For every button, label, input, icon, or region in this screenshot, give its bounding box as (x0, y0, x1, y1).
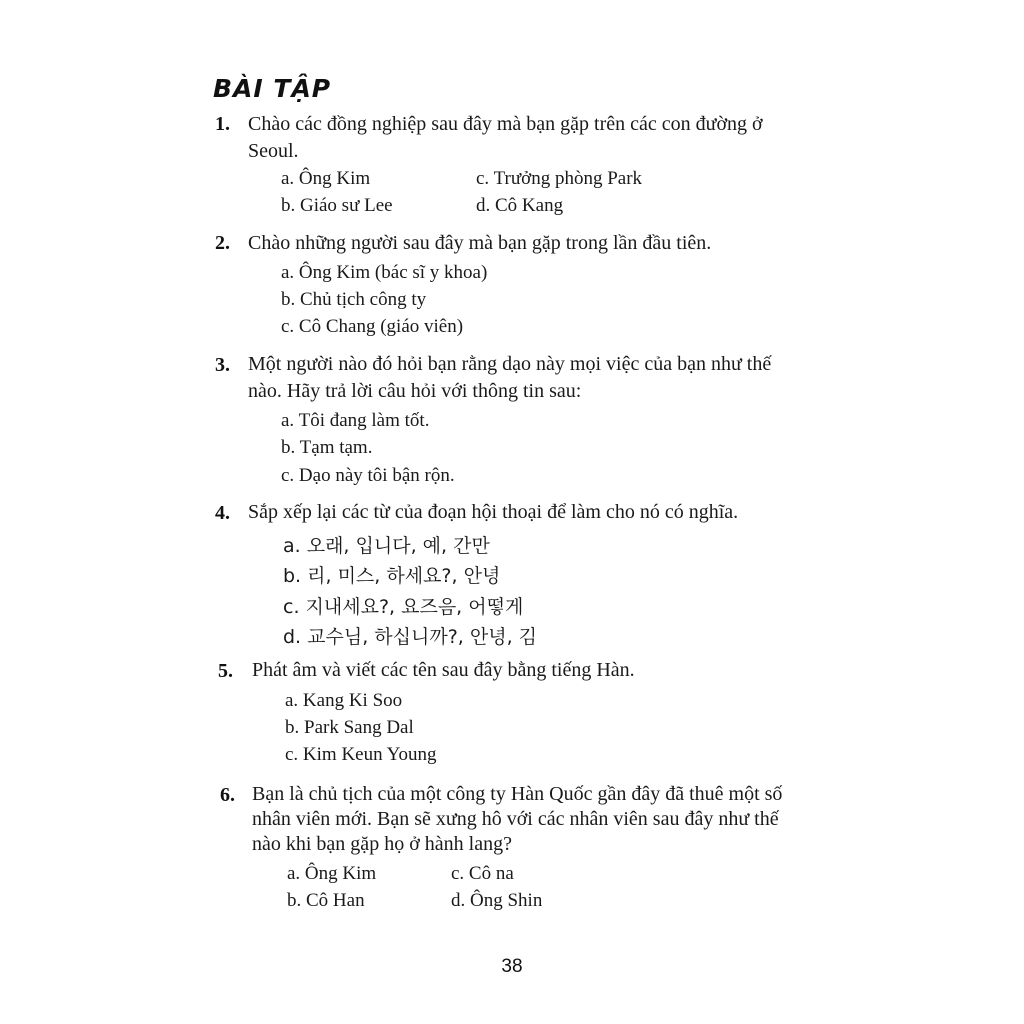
q6-option-c: c. Cô na (451, 863, 514, 884)
q3-option-b: b. Tạm tạm. (281, 437, 373, 458)
q3-option-c: c. Dạo này tôi bận rộn. (281, 465, 455, 486)
q4-option-a: a. 오래, 입니다, 예, 간만 (283, 535, 490, 557)
q6-option-b: b. Cô Han (287, 890, 365, 911)
exercise-title: BÀI TẬP (213, 74, 332, 103)
q4-number: 4. (215, 502, 230, 524)
q1-line2: Seoul. (248, 140, 299, 162)
q2-option-a: a. Ông Kim (bác sĩ y khoa) (281, 262, 488, 283)
q6-line2: nhân viên mới. Bạn sẽ xưng hô với các nhân viên sau đây như thế (252, 808, 779, 830)
q1-option-d: d. Cô Kang (476, 195, 564, 216)
q6-line1: Bạn là chủ tịch của một công ty Hàn Quốc gần đây đã thuê một số (252, 783, 783, 805)
q5-line1: Phát âm và viết các tên sau đây bằng tiếng Hàn. (252, 659, 635, 681)
q3-option-a: a. Tôi đang làm tốt. (281, 410, 430, 431)
page-number: 38 (501, 956, 523, 977)
q4-option-d: d. 교수님, 하십니까?, 안녕, 김 (283, 626, 538, 648)
q1-option-b: b. Giáo sư Lee (281, 195, 393, 216)
q4-option-c: c. 지내세요?, 요즈음, 어떻게 (283, 596, 524, 618)
q6-line3: nào khi bạn gặp họ ở hành lang? (252, 833, 512, 855)
q3-line2: nào. Hãy trả lời câu hỏi với thông tin sau: (248, 380, 582, 402)
q1-option-c: c. Trưởng phòng Park (476, 168, 643, 189)
q5-option-b: b. Park Sang Dal (285, 717, 414, 738)
q2-option-b: b. Chủ tịch công ty (281, 289, 427, 310)
q6-number: 6. (220, 784, 235, 806)
q2-number: 2. (215, 232, 230, 254)
q4-line1: Sắp xếp lại các từ của đoạn hội thoại để làm cho nó có nghĩa. (248, 501, 739, 523)
q6-option-a: a. Ông Kim (287, 863, 377, 884)
q5-number: 5. (218, 660, 233, 682)
q4-option-b: b. 리, 미스, 하세요?, 안녕 (283, 565, 501, 587)
q2-option-c: c. Cô Chang (giáo viên) (281, 316, 464, 337)
q1-line1: Chào các đồng nghiệp sau đây mà bạn gặp trên các con đường ở (248, 113, 763, 135)
q3-line1: Một người nào đó hỏi bạn rằng dạo này mọi việc của bạn như thế (248, 353, 772, 375)
q2-line1: Chào những người sau đây mà bạn gặp trong lần đầu tiên. (248, 232, 712, 254)
q6-option-d: d. Ông Shin (451, 890, 543, 911)
q1-number: 1. (215, 113, 230, 135)
q1-option-a: a. Ông Kim (281, 168, 371, 189)
q5-option-c: c. Kim Keun Young (285, 744, 437, 765)
q5-option-a: a. Kang Ki Soo (285, 690, 403, 711)
q3-number: 3. (215, 354, 230, 376)
